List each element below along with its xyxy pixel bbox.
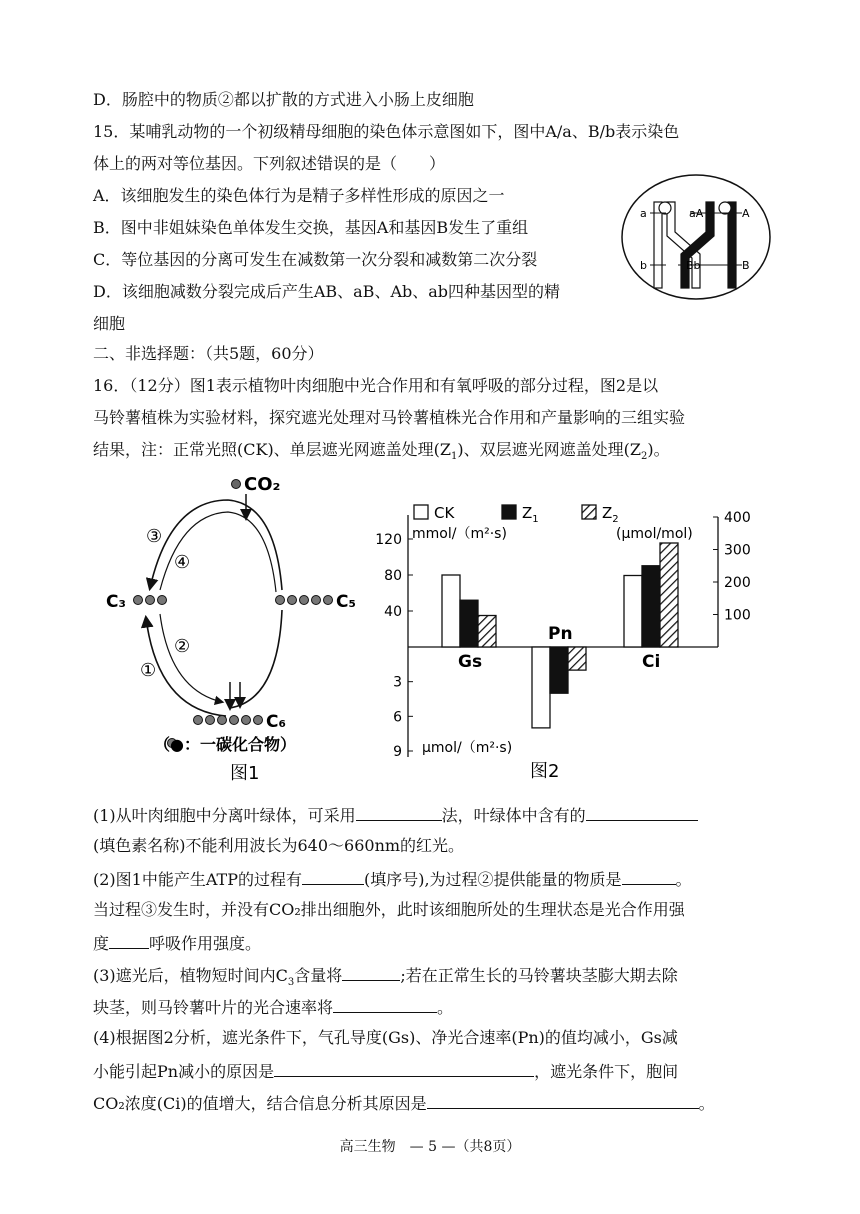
answer-blank-7[interactable] [333,994,437,1013]
figure-2-caption: 图2 [530,761,560,782]
sub-z2: 2 [641,451,648,463]
bottom-tick-label: 6 [393,709,402,726]
bar-Ci-CK [624,576,642,648]
chromosome-figure [620,172,772,302]
figure-2-bar-chart [370,495,770,790]
answer-blank-1[interactable] [356,802,442,821]
legend-one-carbon: （●：一碳化合物） [154,735,296,754]
sub-z1: 1 [451,451,458,463]
c6-label: C₆ [266,712,286,732]
process-3-label: ③ [146,526,163,547]
q16-intro3a: 结果，注：正常光照(CK)、单层遮光网遮盖处理(Z [93,440,452,459]
process-4-label: ④ [174,552,191,573]
p4e: 。 [698,1094,715,1113]
left-tick-label: 40 [384,604,402,620]
q16-part1-line2: (填色素名称)不能利用波长为640～660nm的红光。 [93,836,465,855]
c5-label: C₅ [336,592,356,612]
legend-swatch-CK [414,505,428,519]
p3e: 。 [437,998,454,1017]
answer-blank-5[interactable] [109,930,149,949]
q16-part4-line2 [93,1058,678,1084]
p4d: CO₂浓度(Ci)的值增大，结合信息分析其原因是 [93,1094,427,1113]
figure-1-caption: 图1 [230,763,260,784]
bar-Ci-Z1 [642,566,660,647]
p2b: (填序号),为过程②提供能量的物质是 [363,870,622,889]
legend-label-Z1: $Z_1$ [522,504,539,525]
gene-B-label: B [742,259,750,272]
p3a: (3)遮光后，植物短时间内C [93,966,288,985]
answer-blank-6[interactable] [342,962,400,981]
q16-intro-line2: 马铃薯植株为实验材料，探究遮光处理对马铃薯植株光合作用和产量影响的三组实验 [93,408,686,427]
right-axis-label: (μmol/mol) [616,526,693,542]
p2c: 。 [675,870,692,889]
figure-1-cycle-diagram [100,470,360,790]
gene-A-label: A [742,207,750,220]
p3b: 含量将 [294,966,343,985]
q16-intro-line3 [93,438,670,462]
right-tick-label: 400 [724,510,751,526]
p4c: ，遮光条件下，胞间 [534,1062,679,1081]
bottom-tick-label: 3 [393,674,402,691]
p3c: ;若在正常生长的马铃薯块茎膨大期去除 [400,966,678,985]
legend-label-CK: CK [434,504,455,522]
category-label-gs: Gs [458,652,483,672]
q16-intro-line1: 16．（12分）图1表示植物叶肉细胞中光合作用和有氧呼吸的部分过程，图2是以 [93,376,659,395]
q16-part2-line1 [93,866,692,892]
q16-intro3b: )、双层遮光网遮盖处理(Z [457,440,642,459]
q14-option-d: D．肠腔中的物质②都以扩散的方式进入小肠上皮细胞 [93,90,474,109]
q15-stem-line2: 体上的两对等位基因。下列叙述错误的是（ ） [93,154,446,173]
p2a: (2)图1中能产生ATP的过程有 [93,870,302,889]
right-tick-label: 200 [724,575,751,591]
q15-stem-line1: 15．某哺乳动物的一个初级精母细胞的染色体示意图如下，图中A/a、B/b表示染色 [93,122,680,141]
q15-option-b: B．图中非姐妹染色单体发生交换，基因A和基因B发生了重组 [93,218,529,237]
category-label-ci: Ci [642,652,661,672]
bottom-axis-label: μmol/（m²·s) [422,740,513,756]
p2e: 度 [93,934,110,953]
q16-intro3c: )。 [647,440,670,459]
answer-blank-8[interactable] [274,1058,534,1077]
process-1-label: ① [140,660,157,681]
q16-part2-line3 [93,930,261,956]
section-heading: 二、非选择题：（共5题，60分） [93,344,324,363]
p1a: (1)从叶肉细胞中分离叶绿体，可采用 [93,806,356,825]
answer-blank-2[interactable] [586,802,698,821]
answer-blank-3[interactable] [302,866,364,885]
q15-option-d-line2: 细胞 [93,314,126,333]
page-footer: 高三生物 — 5 —（共8页） [339,1139,521,1155]
gene-b-label: b [640,259,647,272]
left-axis-label: mmol/（m²·s) [412,526,507,542]
q16-part3-line1 [93,962,678,988]
q16-part2-line2: 当过程③发生时，并没有CO₂排出细胞外，此时该细胞所处的生理状态是光合作用强 [93,900,685,919]
bar-Gs-Z1 [460,600,478,647]
answer-blank-4[interactable] [622,866,676,885]
right-tick-label: 100 [724,607,751,624]
q15-option-c: C．等位基因的分离可发生在减数第一次分裂和减数第二次分裂 [93,250,538,269]
q15-option-d-line1: D．该细胞减数分裂完成后产生AB、aB、Ab、ab四种基因型的精 [93,282,561,301]
legend-swatch-Z2 [582,505,596,519]
q16-part3-line2 [93,994,453,1020]
process-2-label: ② [174,636,191,657]
gene-a-label: a [640,207,647,220]
bar-Gs-CK [442,575,460,647]
p4b: 小能引起Pn减小的原因是 [93,1062,275,1081]
q16-part1-line1 [93,802,698,828]
bottom-tick-label: 9 [393,744,402,760]
bar-Gs-Z2 [478,616,496,648]
sub-c3: 3 [287,977,295,989]
q15-option-a: A．该细胞发生的染色体行为是精子多样性形成的原因之一 [93,186,505,205]
co2-label: CO₂ [244,474,281,495]
left-tick-label: 120 [375,532,402,548]
gene-aA-label: aA [689,207,704,220]
legend-swatch-Z1 [502,505,516,519]
gene-Bb-label: Bb [686,259,701,272]
p3d: 块茎，则马铃薯叶片的光合速率将 [93,998,334,1017]
p2f: 呼吸作用强度。 [149,934,262,953]
bar-Pn-CK [532,647,550,728]
answer-blank-9[interactable] [427,1090,699,1109]
bar-Ci-Z2 [660,543,678,647]
q16-part4-line3 [93,1090,715,1116]
bar-Pn-Z1 [550,647,568,693]
right-tick-label: 300 [724,542,751,559]
c3-label: C₃ [106,592,126,612]
q16-part4-line1: (4)根据图2分析，遮光条件下，气孔导度(Gs)、净光合速率(Pn)的值均减小，Gs减 [93,1028,678,1047]
left-tick-label: 80 [384,568,402,584]
bar-Pn-Z2 [568,647,586,670]
legend-label-Z2: $Z_2$ [602,504,619,525]
category-label-pn: Pn [548,624,573,644]
p1b: 法，叶绿体中含有的 [441,806,586,825]
